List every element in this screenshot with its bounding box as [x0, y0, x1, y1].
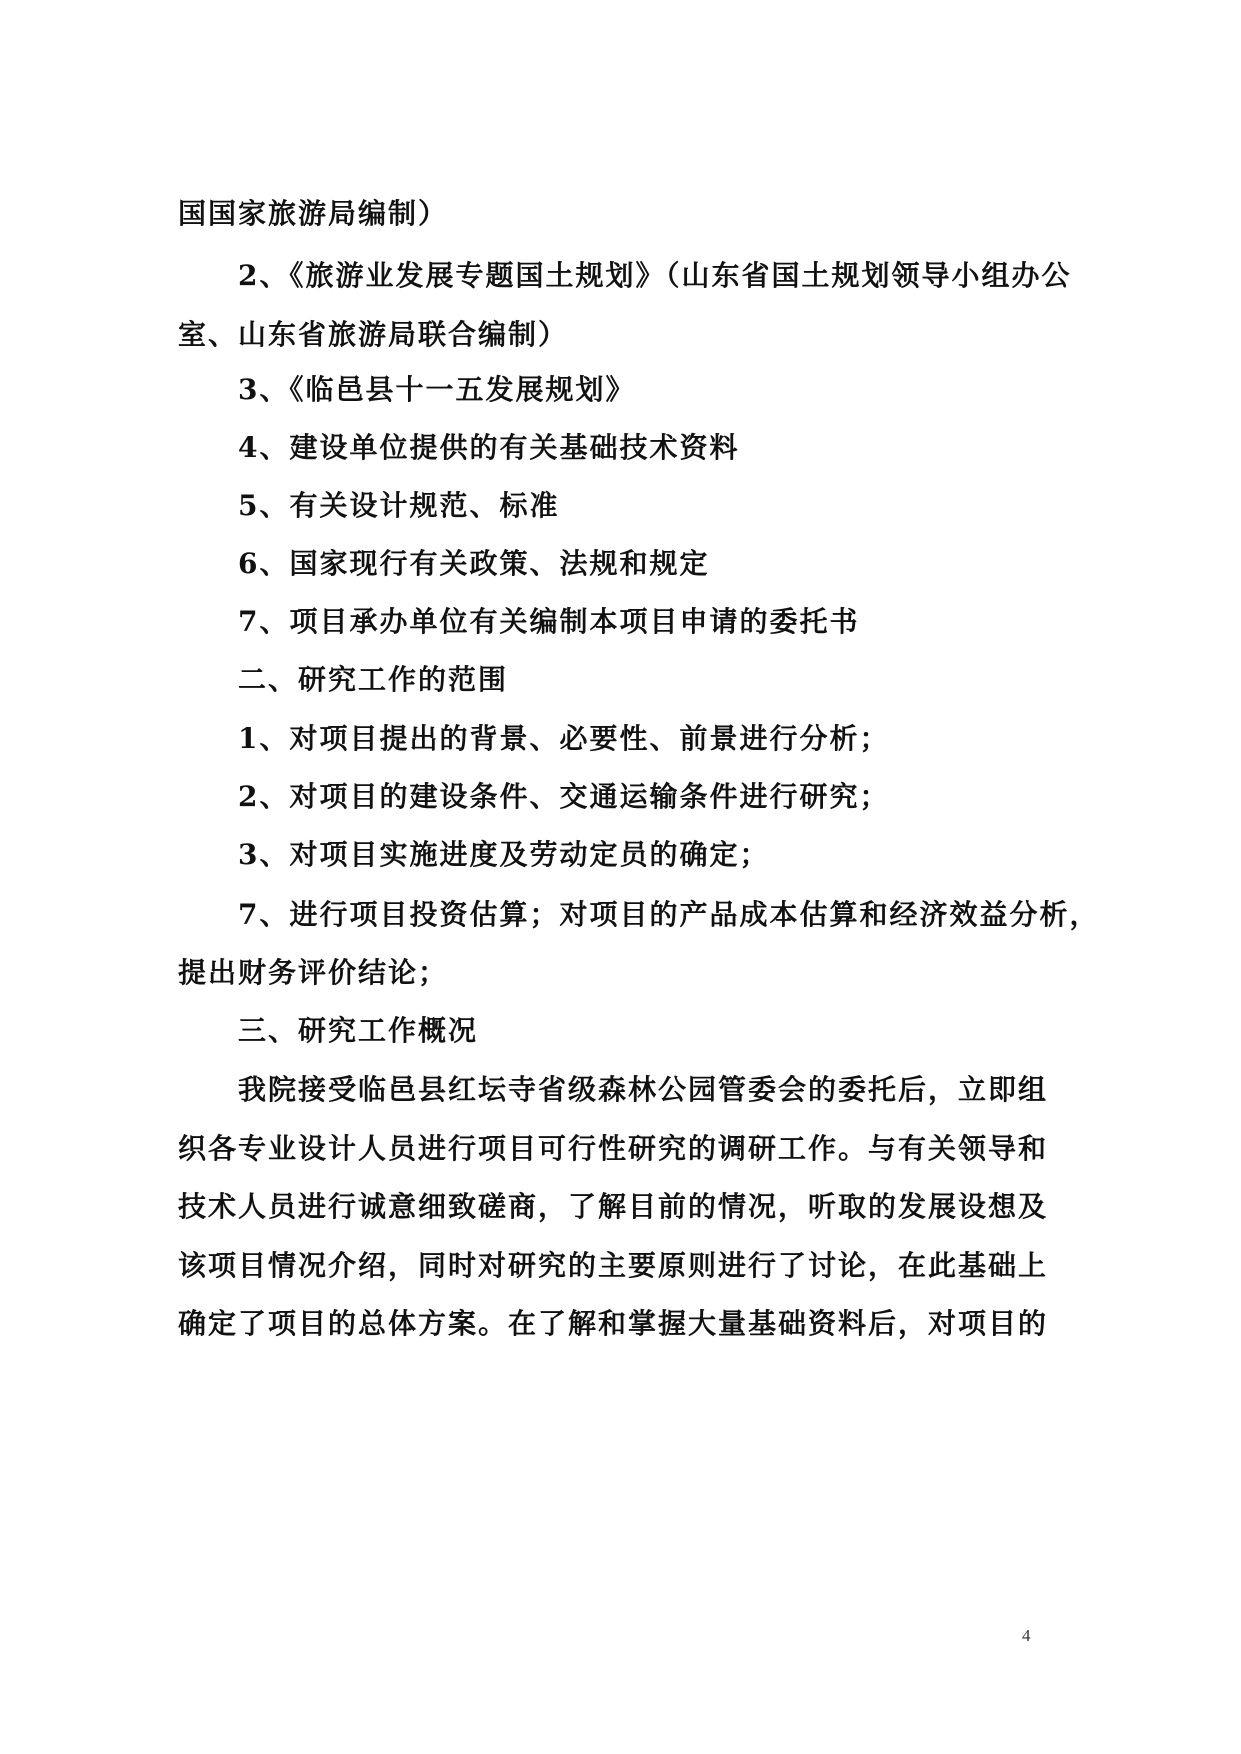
text-line-7: 6、国家现行有关政策、法规和规定: [238, 547, 710, 580]
text-line-19: 该项目情况介绍，同时对研究的主要原则进行了讨论，在此基础上: [178, 1249, 1049, 1282]
text-line-17: 织各专业设计人员进行项目可行性研究的调研工作。与有关领导和: [178, 1132, 1049, 1165]
text-line-1: 国国家旅游局编制）: [178, 197, 449, 230]
text-line-10: 1、对项目提出的背景、必要性、前景进行分析；: [238, 722, 890, 755]
text-line-6: 5、有关设计规范、标准: [238, 489, 560, 522]
text-line-5: 4、建设单位提供的有关基础技术资料: [238, 431, 740, 464]
text-line-14: 提出财务评价结论；: [178, 956, 449, 989]
text-line-16: 我院接受临邑县红坛寺省级森林公园管委会的委托后，立即组: [238, 1073, 1049, 1106]
text-line-20: 确定了项目的总体方案。在了解和掌握大量基础资料后，对项目的: [178, 1307, 1049, 1340]
text-line-11: 2、对项目的建设条件、交通运输条件进行研究；: [238, 780, 890, 813]
text-line-2: 2、《旅游业发展专题国土规划》（山东省国土规划领导小组办公: [238, 259, 1072, 292]
text-line-13: 7、进行项目投资估算；对项目的产品成本估算和经济效益分析，: [238, 898, 1100, 931]
page-number: 4: [1022, 1626, 1031, 1645]
section-heading-2: 二、研究工作的范围: [238, 663, 509, 696]
text-line-18: 技术人员进行诚意细致磋商，了解目前的情况，听取的发展设想及: [178, 1190, 1049, 1223]
text-line-4: 3、《临邑县十一五发展规划》: [238, 373, 636, 406]
section-heading-3: 三、研究工作概况: [238, 1014, 479, 1047]
text-line-8: 7、项目承办单位有关编制本项目申请的委托书: [238, 605, 860, 638]
text-line-3: 室、山东省旅游局联合编制）: [178, 318, 569, 351]
text-line-12: 3、对项目实施进度及劳动定员的确定；: [238, 838, 770, 871]
